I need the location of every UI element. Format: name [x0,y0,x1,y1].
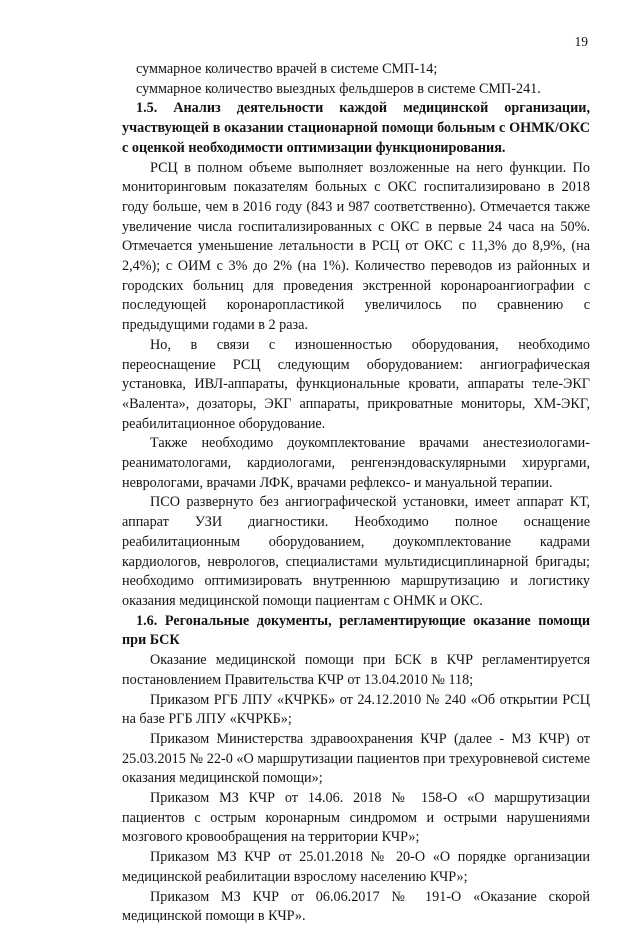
paragraph-pso-status: ПСО развернуто без ангиографической установки, имеет аппарат КТ, аппарат УЗИ диагностики. Необходимо полное оснащение реабилитационным оборудованием, доукомплектование кадрами кардиологов, неврологов, специалистами мультидисциплинарной бригады; необходимо оптимизировать внутреннюю маршрутизацию и логистику оказания медицинской помощи пациентам с ОНМК и ОКС. [122,494,590,609]
paragraph-staffing-needs: Также необходимо доукомплектование врачами анестезиологами-реаниматологами, кардиологами, ренгенэндоваскулярными хирургами, неврологами, врачами ЛФК, врачами рефлексо- и мануальной терапии. [122,435,590,491]
list-item-paramedics-count: суммарное количество выездных фельдшеров в системе СМП-241. [136,80,541,97]
list-item-doctors-count: суммарное количество врачей в системе СМП-14; [136,61,438,77]
paragraph-rsc-performance: РСЦ в полном объеме выполняет возложенные на него функции. По мониторинговым показателям больных с ОКС госпитализировано в 2018 году больше, чем в 2016 году (843 и 987 соответственно). Отмечается также увеличение числа госпитализированных с ОКС в первые 24 часа на 50%. Отмечается уменьшение летальности в РСЦ от ОКС с 11,3% до 8,9%, (на 2,4%); с ОИМ с 3% до 2% (на 1%). Количество переводов из районных и городских больниц для проведения экстренной коронароангиографии с последующей коронаропластикой увеличилось по сравнению с предыдущими годами в 2 раза. [122,159,590,334]
paragraph-order-mz-2018-routing: Приказом МЗ КЧР от 14.06. 2018 № 158-О «О маршрутизации пациентов с острым коронарным синдромом и острыми нарушениями мозгового кровообращения на территории КЧР»; [122,790,590,846]
paragraph-order-mz-2017-emergency: Приказом МЗ КЧР от 06.06.2017 № 191-О «Оказание скорой медицинской помощи в КЧР». [122,888,590,925]
paragraph-order-mz-2015: Приказом Министерства здравоохранения КЧР (далее - МЗ КЧР) от 25.03.2015 № 22-0 «О маршрутизации пациентов при трехуровневой системе оказания медицинской помощи»; [122,730,590,787]
paragraph-government-decree: Оказание медицинской помощи при БСК в КЧР регламентируется постановлением Правительства КЧР от 13.04.2010 № 118; [122,652,590,688]
document-body [122,60,590,927]
paragraph-equipment-needs: Но, в связи с изношенностью оборудования, необходимо переоснащение РСЦ следующим оборудованием: ангиографическая установка, ИВЛ-аппараты, функциональные кровати, аппараты теле-ЭКГ «Валента», дозаторы, ЭКГ аппараты, прикроватные мониторы, ХМ-ЭКГ, реабилитационное оборудование. [122,336,590,432]
section-heading-1-6: 1.6. Регональные документы, регламентирующие оказание помощи при БСК [122,612,590,649]
paragraph-order-mz-2018-rehab: Приказом МЗ КЧР от 25.01.2018 № 20-О «О порядке организации медицинской реабилитации взрослому населению КЧР»; [122,849,590,885]
section-heading-1-5: 1.5. Анализ деятельности каждой медицинской организации, участвующей в оказании стационарной помощи больным с ОНМК/ОКС с оценкой необходимости оптимизации функционирования. [122,100,590,156]
page-number: 19 [574,34,588,49]
paragraph-order-rgb-lpu: Приказом РГБ ЛПУ «КЧРКБ» от 24.12.2010 № 240 «Об открытии РСЦ на базе РГБ ЛПУ «КЧРКБ»; [122,691,590,728]
